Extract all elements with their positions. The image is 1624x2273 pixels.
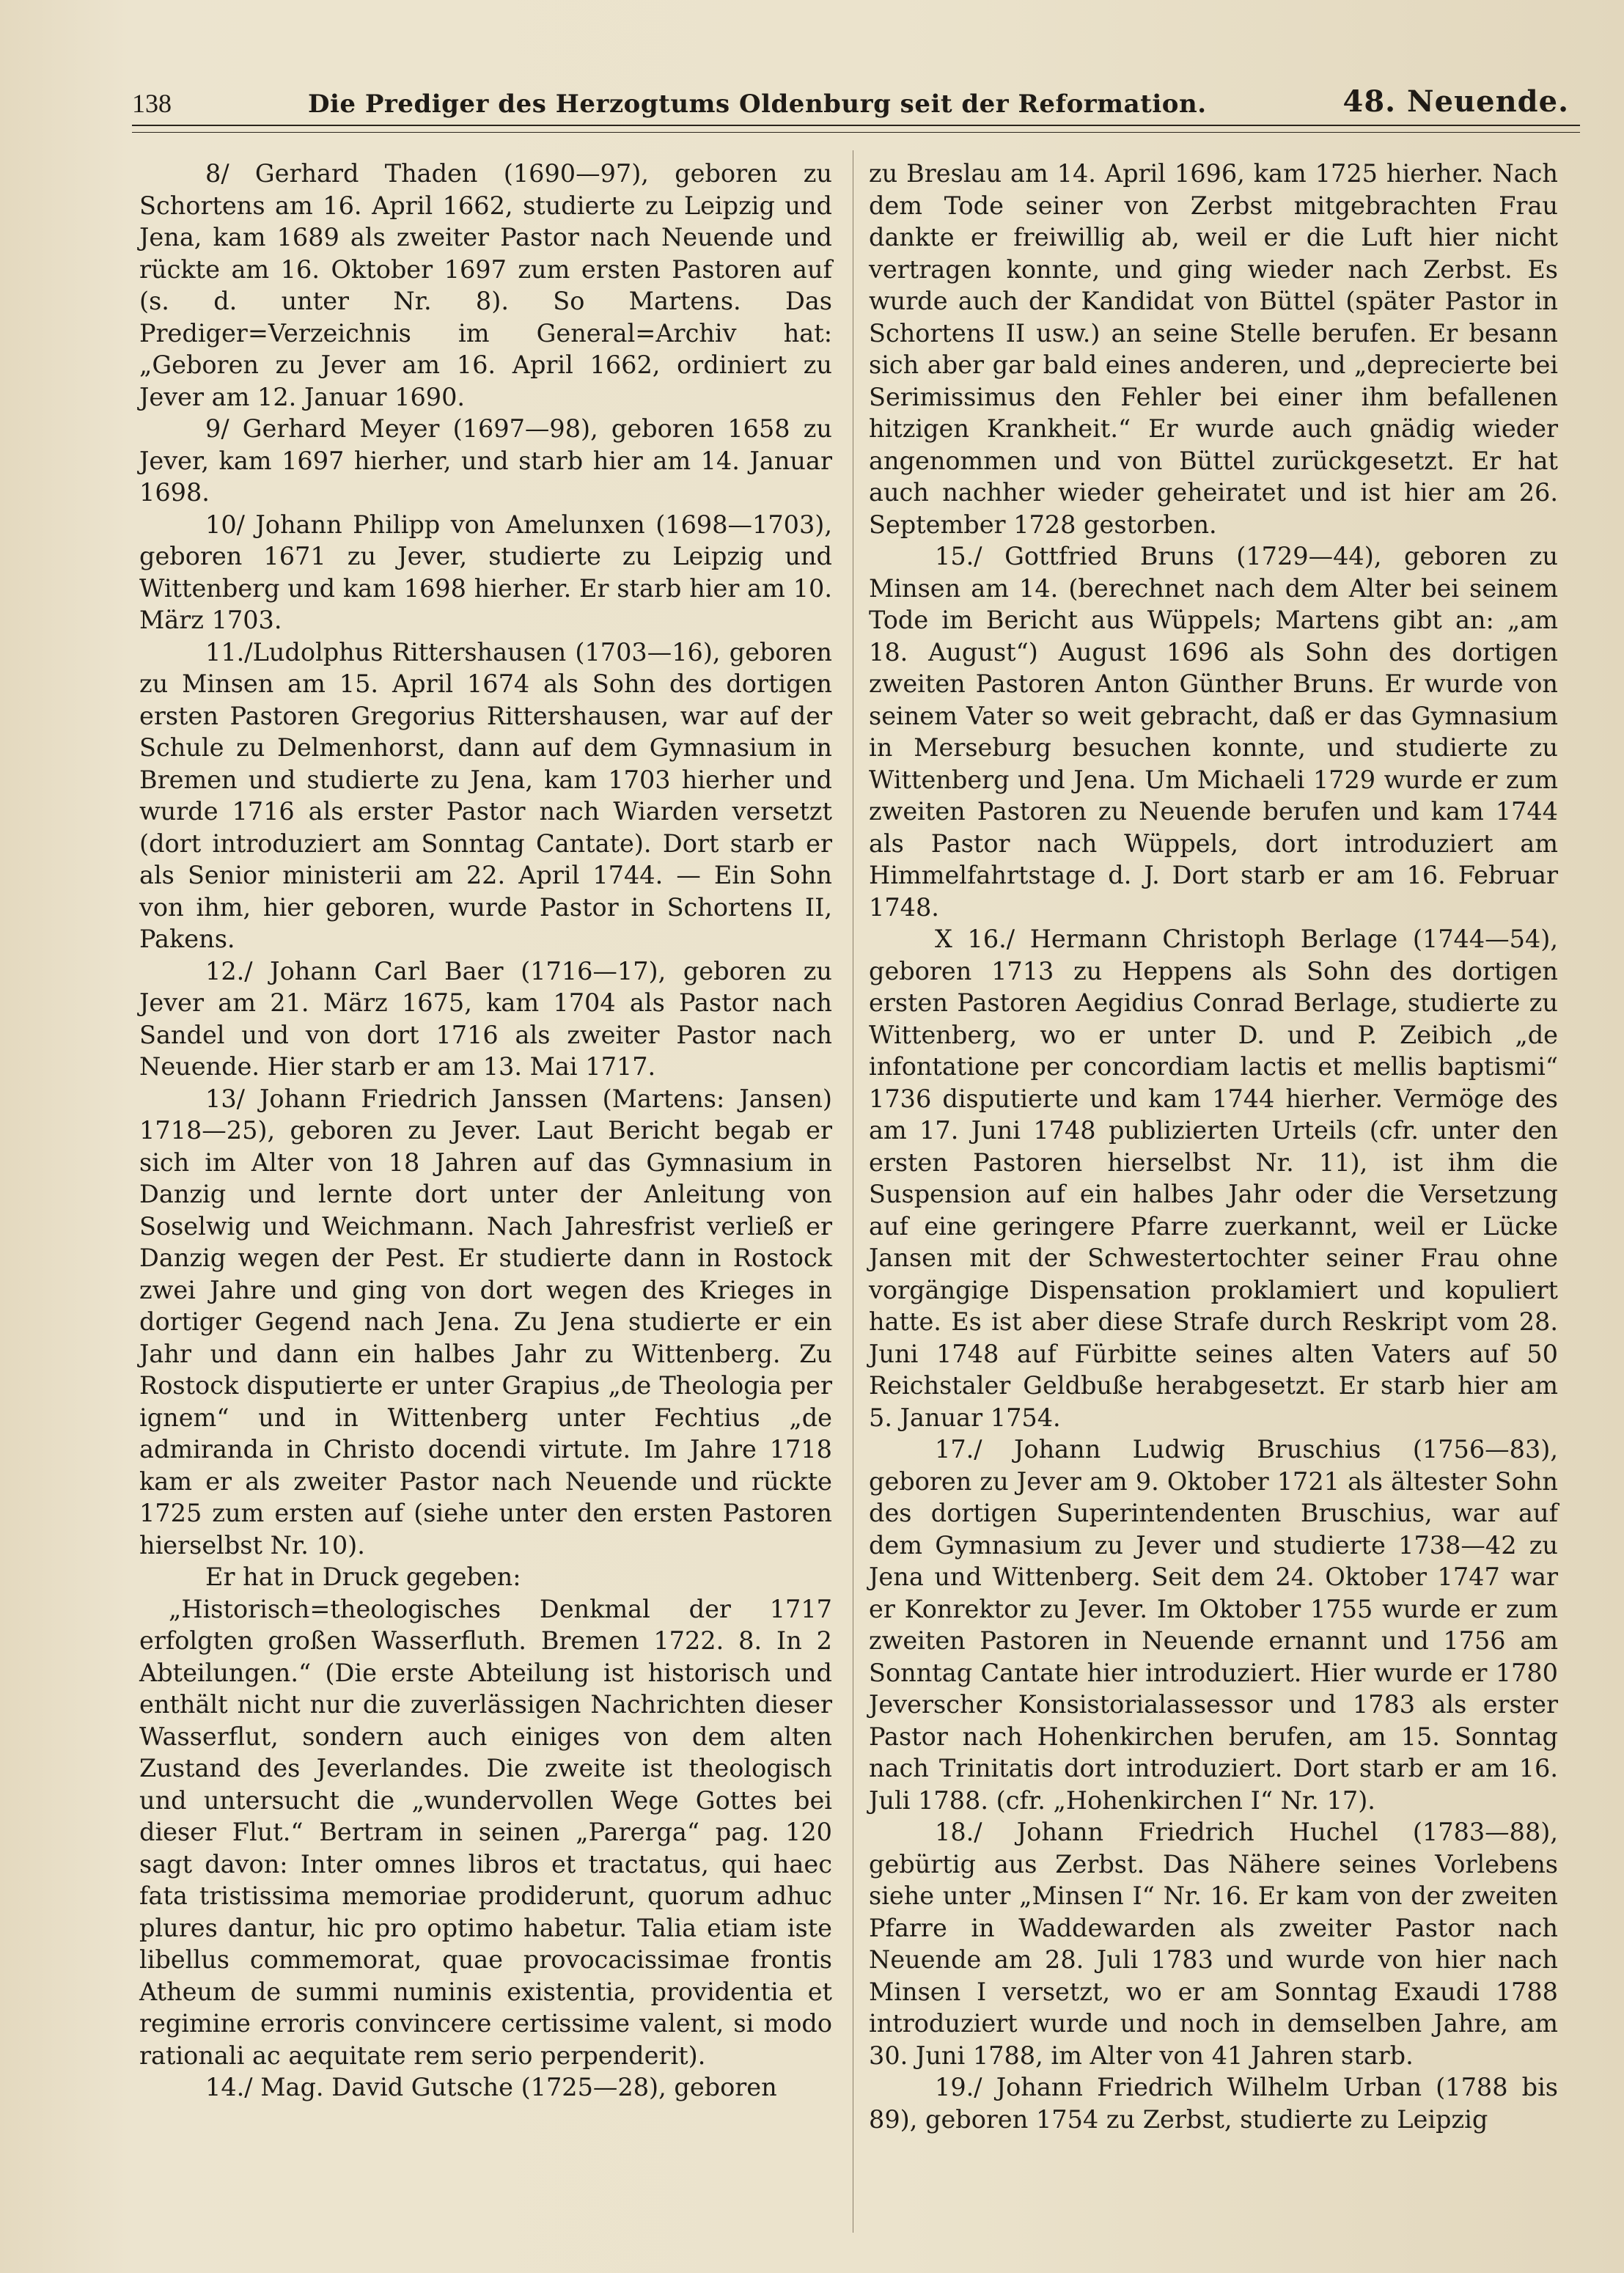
paragraph: zu Breslau am 14. April 1696, kam 1725 hierher. Nach dem Tode seiner von Zerbst mitgebrachten Frau dankte er freiwillig ab, weil er die Luft hier nicht vertragen konnte, und ging wieder nach Zerbst. Es wurde auch der Kandidat von Büttel (später Pastor in Schortens II usw.) an seine Stelle berufen. Er besann sich aber gar bald eines anderen, und „deprecierte bei Serimissimus den Fehler bei einer ihm befallenen hitzigen Krankheit.“ Er wurde auch gnädig wieder angenommen und von Büttel zurückgesetzt. Er hat auch nachher wieder geheiratet und ist hier am 26. September 1728 gestorben. xyxy=(869,159,1558,539)
paragraph: „Historisch=theologisches Denkmal der 1717 erfolgten großen Wasserfluth. Bremen 1722. 8. In 2 Abteilungen.“ (Die erste Abteilung ist historisch und enthält nicht nur die zuverlässigen Nachrichten dieser Wasserflut, sondern auch einiges von dem alten Zustand des Jeverlandes. Die zweite ist theologisch und untersucht die „wundervollen Wege Gottes bei dieser Flut.“ Bertram in seinen „Parerga“ pag. 120 sagt davon: Inter omnes libros et tractatus, qui haec fata tristissima memoriae prodiderunt, quorum adhuc plures dantur, hic pro optimo habetur. Talia etiam iste libellus commemorat, quae provocacissimae frontis Atheum de summi numinis existentia, providentia et regimine erroris convincere certissime valent, si modo rationali ac aequitate rem serio perpenderit). xyxy=(139,1594,832,2070)
page-number: 138 xyxy=(132,89,172,118)
left-column xyxy=(139,158,832,2104)
header-rule-thin xyxy=(132,132,1580,133)
paragraph: 13/ Johann Friedrich Janssen (Martens: Jansen) 1718—25), geboren zu Jever. Laut Bericht begab er sich im Alter von 18 Jahren auf das Gymnasium in Danzig und lernte dort unter der Anleitung von Soselwig und Weichmann. Nach Jahresfrist verließ er Danzig wegen der Pest. Er studierte dann in Rostock zwei Jahre und ging von dort wegen des Krieges in dortiger Gegend nach Jena. Zu Jena studierte er ein Jahr und dann ein halbes Jahr zu Wittenberg. Zu Rostock disputierte er unter Grapius „de Theologia per ignem“ und in Wittenberg unter Fechtius „de admiranda in Christo docendi virtute. Im Jahre 1718 kam er als zweiter Pastor nach Neuende und rückte 1725 zum ersten auf (siehe unter den ersten Pastoren hierselbst Nr. 10). xyxy=(139,1084,832,1560)
paragraph: 12./ Johann Carl Baer (1716—17), geboren zu Jever am 21. März 1675, kam 1704 als Pastor nach Sandel und von dort 1716 als zweiter Pastor nach Neuende. Hier starb er am 13. Mai 1717. xyxy=(139,956,832,1081)
paragraph: 18./ Johann Friedrich Huchel (1783—88), gebürtig aus Zerbst. Das Nähere seines Vorlebens siehe unter „Minsen I“ Nr. 16. Er kam von der zweiten Pfarre in Waddewarden als zweiter Pastor nach Neuende am 28. Juli 1783 und wurde von hier nach Minsen I versetzt, wo er am Sonntag Exaudi 1788 introduziert wurde und noch in demselben Jahre, am 30. Juni 1788, im Alter von 41 Jahren starb. xyxy=(869,1818,1558,2070)
running-title: Die Prediger des Herzogtums Oldenburg seit der Reformation. xyxy=(307,89,1207,119)
paragraph: 10/ Johann Philipp von Amelunxen (1698—1703), geboren 1671 zu Jever, studierte zu Leipzig und Wittenberg und kam 1698 hierher. Er starb hier am 10. März 1703. xyxy=(139,510,832,634)
paragraph: 9/ Gerhard Meyer (1697—98), geboren 1658 zu Jever, kam 1697 hierher, und starb hier am 14. Januar 1698. xyxy=(139,414,832,507)
paragraph: 11./Ludolphus Rittershausen (1703—16), geboren zu Minsen am 15. April 1674 als Sohn des dortigen ersten Pastoren Gregorius Rittershausen, war auf der Schule zu Delmenhorst, dann auf dem Gymnasium in Bremen und studierte zu Jena, kam 1703 hierher und wurde 1716 als erster Pastor nach Wiarden versetzt (dort introduziert am Sonntag Cantate). Dort starb er als Senior ministerii am 22. April 1744. — Ein Sohn von ihm, hier geboren, wurde Pastor in Schortens II, Pakens. xyxy=(139,637,832,953)
header-rule xyxy=(132,125,1580,126)
paragraph: X 16./ Hermann Christoph Berlage (1744—54), geboren 1713 zu Heppens als Sohn des dortigen ersten Pastoren Aegidius Conrad Berlage, studierte zu Wittenberg, wo er unter D. und P. Zeibich „de infontatione per concordiam lactis et mellis baptismi“ 1736 disputierte und kam 1744 hierher. Vermöge des am 17. Juni 1748 publizierten Urteils (cfr. unter den ersten Pastoren hierselbst Nr. 11), ist ihm die Suspension auf ein halbes Jahr oder die Versetzung auf eine geringere Pfarre zuerkannt, weil er Lücke Jansen mit der Schwestertochter seiner Frau ohne vorgängige Dispensation proklamiert und kopuliert hatte. Es ist aber diese Strafe durch Reskript vom 28. Juni 1748 auf Fürbitte seines alten Vaters auf 50 Reichstaler Geldbuße herabgesetzt. Er starb hier am 5. Januar 1754. xyxy=(869,925,1558,1432)
paragraph: 8/ Gerhard Thaden (1690—97), geboren zu Schortens am 16. April 1662, studierte zu Leipzig und Jena, kam 1689 als zweiter Pastor nach Neuende und rückte am 16. Oktober 1697 zum ersten Pastoren auf (s. d. unter Nr. 8). So Martens. Das Prediger=Verzeichnis im General=Archiv hat: „Geboren zu Jever am 16. April 1662, ordiniert zu Jever am 12. Januar 1690. xyxy=(139,159,832,411)
paragraph: 14./ Mag. David Gutsche (1725—28), geboren xyxy=(205,2073,777,2101)
right-column xyxy=(869,158,1558,2135)
paragraph: 17./ Johann Ludwig Bruschius (1756—83), geboren zu Jever am 9. Oktober 1721 als ältester Sohn des dortigen Superintendenten Bruschius, war auf dem Gymnasium zu Jever und studierte 1738—42 zu Jena und Wittenberg. Seit dem 24. Oktober 1747 war er Konrektor zu Jever. Im Oktober 1755 wurde er zum zweiten Pastoren in Neuende ernannt und 1756 am Sonntag Cantate hier introduziert. Hier wurde er 1780 Jeverscher Konsistorialassessor und 1783 als erster Pastor nach Hohenkirchen berufen, am 15. Sonntag nach Trinitatis dort introduziert. Dort starb er am 16. Juli 1788. (cfr. „Hohenkirchen I“ Nr. 17). xyxy=(869,1435,1558,1815)
paragraph: 15./ Gottfried Bruns (1729—44), geboren zu Minsen am 14. (berechnet nach dem Alter bei seinem Tode im Bericht aus Wüppels; Martens gibt an: „am 18. August“) August 1696 als Sohn des dortigen zweiten Pastoren Anton Günther Bruns. Er wurde von seinem Vater so weit gebracht, daß er das Gymnasium in Merseburg besuchen konnte, und studierte zu Wittenberg und Jena. Um Michaeli 1729 wurde er zum zweiten Pastoren zu Neuende berufen und kam 1744 als Pastor nach Wüppels, dort introduziert am Himmelfahrtstage d. J. Dort starb er am 16. Februar 1748. xyxy=(869,542,1558,922)
paragraph: Er hat in Druck gegeben: xyxy=(205,1563,521,1591)
page-header xyxy=(132,73,1569,119)
paragraph: 19./ Johann Friedrich Wilhelm Urban (1788 bis 89), geboren 1754 zu Zerbst, studierte zu Leipzig xyxy=(869,2073,1558,2134)
section-heading: 48. Neuende. xyxy=(1342,84,1569,119)
